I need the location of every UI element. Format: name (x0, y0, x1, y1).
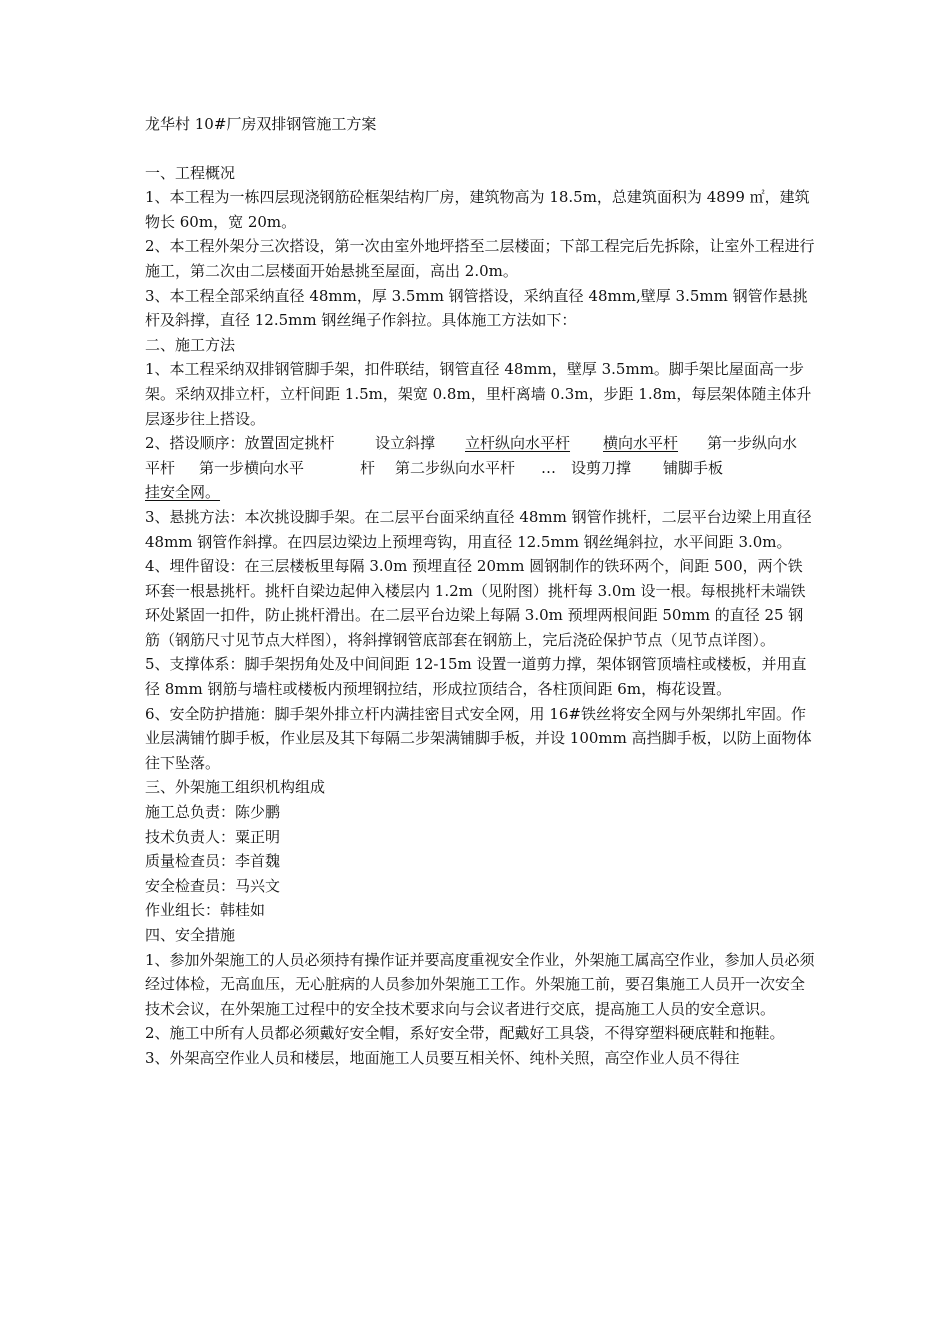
staff-line: 施工总负责：陈少鹏 (145, 803, 281, 822)
section-heading-safety: 四、安全措施 (145, 926, 236, 945)
sequence-step: … (541, 458, 556, 477)
paragraph: 3、本工程全部采纳直径 48mm，厚 3.5mm 钢管搭设，采纳直径 48mm,壁厚 3.5mm 钢管作悬挑杆及斜撑，直径 12.5mm 钢丝绳子作斜拉。具体施工方法如下： (145, 286, 808, 330)
staff-line: 技术负责人：粟正明 (145, 827, 281, 846)
paragraph: 6、安全防护措施：脚手架外排立杆内满挂密目式安全网，用 16#铁丝将安全网与外架绑扎牢固。作业层满铺竹脚手板，作业层及其下每隔二步架满铺脚手板，并设 100mm 高挡脚手板，以防上面物体往下坠落。 (145, 704, 812, 772)
sequence-step: 平杆 (145, 458, 176, 477)
sequence-step: 立杆纵向水平杆 (465, 434, 571, 453)
sequence-step: 杆 (360, 458, 376, 477)
sequence-step: 铺脚手板 (663, 458, 724, 477)
paragraph: 5、支撑体系：脚手架拐角处及中间间距 12-15m 设置一道剪力撑，架体钢管顶墙柱或楼板，并用直径 8mm 钢筋与墙柱或楼板内预埋钢拉结，形成拉顶结合，各柱顶间距 6m，梅花设置。 (145, 655, 807, 699)
paragraph: 3、外架高空作业人员和楼层，地面施工人员要互相关怀、纯朴关照，高空作业人员不得往 (145, 1048, 740, 1067)
erection-sequence (145, 431, 815, 505)
paragraph: 2、施工中所有人员都必须戴好安全帽，系好安全带，配戴好工具袋，不得穿塑料硬底鞋和拖鞋。 (145, 1024, 785, 1043)
paragraph: 1、本工程采纳双排钢管脚手架，扣件联结，钢管直径 48mm，壁厚 3.5mm。脚手架比屋面高一步架。采纳双排立杆，立杆间距 1.5m，架宽 0.8m，里杆离墙 0.3m，步距 1.8m，每层架体随主体升层逐步往上搭设。 (145, 360, 812, 428)
document-title: 龙华村 10#厂房双排钢管施工方案 (145, 115, 377, 133)
sequence-step: 设立斜撑 (375, 434, 436, 453)
staff-line: 作业组长：韩桂如 (145, 901, 266, 920)
sequence-step: 第二步纵向水平杆 (395, 458, 516, 477)
paragraph: 4、埋件留设：在三层楼板里每隔 3.0m 预埋直径 20mm 圆钢制作的铁环两个，间距 500，两个铁环套一根悬挑杆。挑杆自梁边起伸入楼层内 1.2m（见附图）挑杆每 3.0m 设一根。每根挑杆未端铁环处紧固一扣件，防止挑杆滑出。在二层平台边梁上每隔 3.0m 预埋两根间距 50mm 的直径 25 钢筋（钢筋尺寸见节点大样图），将斜撑钢管底部套在钢筋上，完后浇砼保护节点（见节点详图）。 (145, 557, 806, 649)
staff-line: 质量检查员：李首魏 (145, 852, 281, 871)
paragraph: 1、本工程为一栋四层现浇钢筋砼框架结构厂房，建筑物高为 18.5m，总建筑面积为 4899 ㎡，建筑物长 60m，宽 20m。 (145, 188, 810, 231)
section-heading-organization: 三、外架施工组织机构组成 (145, 778, 326, 797)
sequence-step: 挂安全网。 (145, 483, 221, 502)
sequence-step: 设剪刀撑 (571, 458, 632, 477)
sequence-step: 横向水平杆 (603, 434, 679, 453)
sequence-step: 第一步横向水平 (199, 458, 305, 477)
document-body (145, 112, 815, 1071)
sequence-step: 第一步纵向水 (707, 434, 798, 453)
paragraph: 3、悬挑方法：本次挑设脚手架。在二层平台面采纳直径 48mm 钢管作挑杆，二层平台边梁上用直径 48mm 钢管作斜撑。在四层边梁边上预埋弯钩，用直径 12.5mm 钢丝绳斜拉，水平间距 3.0m。 (145, 507, 812, 551)
staff-line: 安全检查员：马兴文 (145, 876, 281, 895)
sequence-step: 2、搭设顺序：放置固定挑杆 (145, 434, 335, 453)
paragraph: 1、参加外架施工的人员必须持有操作证并要高度重视安全作业，外架施工属高空作业，参加人员必须经过体检，无高血压，无心脏病的人员参加外架施工工作。外架施工前，要召集施工人员开一次安全技术会议，在外架施工过程中的安全技术要求向与会议者进行交底，提高施工人员的安全意识。 (145, 950, 815, 1018)
paragraph: 2、本工程外架分三次搭设，第一次由室外地坪搭至二层楼面；下部工程完后先拆除，让室外工程进行施工，第二次由二层楼面开始悬挑至屋面，高出 2.0m。 (145, 237, 815, 280)
section-heading-method: 二、施工方法 (145, 335, 236, 354)
section-heading-overview: 一、工程概况 (145, 163, 236, 182)
